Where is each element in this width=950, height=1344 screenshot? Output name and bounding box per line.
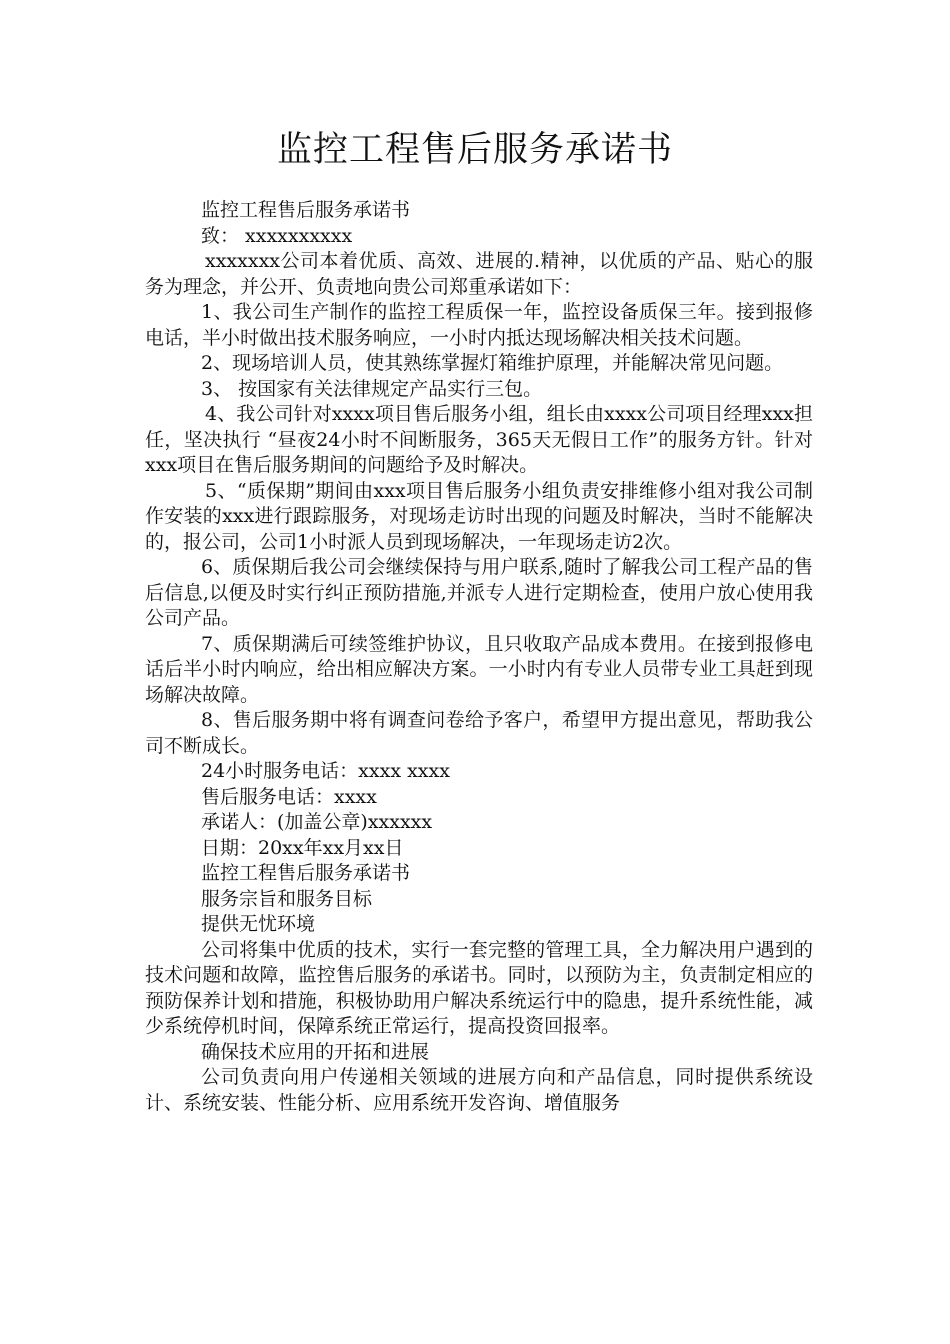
paragraph-heading-tech: 确保技术应用的开拓和进展 [201,1040,430,1063]
paragraph-environment-body: 公司将集中优质的技术，实行一套完整的管理工具，全力解决用户遇到的技术问题和故障，监控售后服务的承诺书。同时，以预防为主，负责制定相应的预防保养计划和措施，积极协助用户解决系统运行中的隐患，提升系统性能，减少系统停机时间，保障系统正常运行，提高投资回报率。 [145,938,813,1037]
document-body [145,198,813,1116]
document-title: 监控工程售后服务承诺书 [276,130,673,170]
paragraph-section-title: 监控工程售后服务承诺书 [201,862,411,884]
paragraph-item-8: 8、售后服务期中将有调查问卷给予客户，希望甲方提出意见，帮助我公司不断成长。 [145,709,813,757]
paragraph-heading-environment: 提供无忧环境 [201,913,316,935]
paragraph-tech-body: 公司负责向用户传递相关领域的进展方向和产品信息，同时提供系统设计、系统安装、性能分析、应用系统开发咨询、增值服务 [145,1066,813,1114]
paragraph-item-5: 5、“质保期”期间由xxx项目售后服务小组负责安排维修小组对我公司制作安装的xxx进行跟踪服务，对现场走访时出现的问题及时解决，当时不能解决的，报公司，公司1小时派人员到现场解决，一年现场走访2次。 [145,479,813,553]
paragraph-item-4: 4、我公司针对xxxx项目售后服务小组，组长由xxxx公司项目经理xxx担任，坚决执行 “昼夜24小时不间断服务，365天无假日工作”的服务方针。针对xxx项目在售后服务期间的问题给予及时解决。 [145,403,813,476]
paragraph-intro: xxxxxxx公司本着优质、高效、进展的.精神，以优质的产品、贴心的服务为理念，并公开、负责地向贵公司郑重承诺如下： [145,250,813,298]
paragraph-item-7: 7、质保期满后可续签维护协议，且只收取产品成本费用。在接到报修电话后半小时内响应，给出相应解决方案。一小时内有专业人员带专业工具赶到现场解决故障。 [145,632,813,706]
paragraph-hotline: 24小时服务电话：xxxx xxxx [201,760,450,782]
paragraph-item-3: 3、 按国家有关法律规定产品实行三包。 [201,377,543,400]
paragraph-date: 日期：20xx年xx月xx日 [201,836,404,859]
paragraph-addressee: 致： xxxxxxxxxx [201,224,353,247]
paragraph-item-1: 1、我公司生产制作的监控工程质保一年，监控设备质保三年。接到报修电话，半小时做出技术服务响应，一小时内抵达现场解决相关技术问题。 [145,301,813,349]
paragraph-item-2: 2、现场培训人员，使其熟练掌握灯箱维护原理，并能解决常见问题。 [201,352,784,374]
paragraph-subtitle: 监控工程售后服务承诺书 [201,199,411,221]
paragraph-heading-purpose: 服务宗旨和服务目标 [201,887,373,910]
paragraph-service-phone: 售后服务电话：xxxx [201,785,377,808]
paragraph-item-6: 6、质保期后我公司会继续保持与用户联系,随时了解我公司工程产品的售后信息,以便及时实行纠正预防措施,并派专人进行定期检查，使用户放心使用我公司产品。 [145,556,813,629]
paragraph-signatory: 承诺人：(加盖公章)xxxxxx [201,811,433,833]
